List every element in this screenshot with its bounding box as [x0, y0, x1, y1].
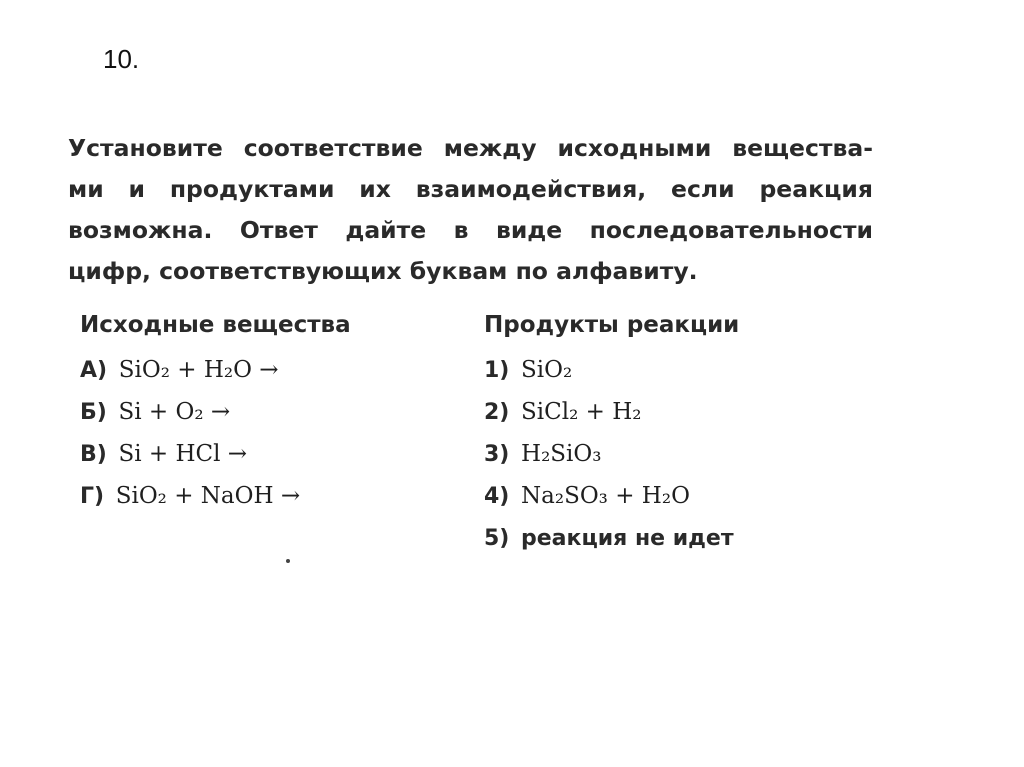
slide-number: 10. [103, 44, 140, 74]
reactant-row [80, 348, 460, 390]
product-row [484, 516, 904, 558]
reactant-label: Б) [80, 400, 107, 425]
reactant-row [80, 390, 460, 432]
product-row [484, 348, 904, 390]
task-line: ми и продуктами их взаимодействия, если реакция [68, 175, 873, 203]
task-line: возможна. Ответ дайте в виде последовательности [68, 216, 873, 244]
reactant-row [80, 474, 460, 516]
product-row [484, 432, 904, 474]
reactant-label: А) [80, 358, 108, 383]
reactant-formula: SiO₂ + H₂O → [118, 357, 279, 383]
products-header: Продукты реакции [484, 312, 740, 338]
reactant-row [80, 432, 460, 474]
product-formula: реакция не идет [521, 526, 734, 551]
reactant-formula: Si + HCl → [118, 441, 248, 467]
task-line: Установите соответствие между исходными вещества- [68, 134, 873, 162]
product-label: 1) [484, 358, 510, 383]
product-label: 3) [484, 442, 510, 467]
products-column [484, 306, 904, 558]
task-line: цифр, соответствующих буквам по алфавиту. [68, 257, 698, 285]
task-statement [68, 128, 873, 292]
reactant-label: В) [80, 442, 107, 467]
product-formula: SiO₂ [521, 357, 573, 383]
scan-speck [286, 559, 290, 563]
product-row [484, 474, 904, 516]
product-formula: Na₂SO₃ + H₂O [521, 483, 690, 509]
product-label: 5) [484, 526, 510, 551]
product-formula: H₂SiO₃ [521, 441, 602, 467]
product-label: 4) [484, 484, 510, 509]
reactants-header: Исходные вещества [80, 312, 351, 338]
reactant-formula: SiO₂ + NaOH → [115, 483, 301, 509]
reactant-formula: Si + O₂ → [118, 399, 231, 425]
product-label: 2) [484, 400, 510, 425]
product-row [484, 390, 904, 432]
reactants-column [80, 306, 460, 516]
reactant-label: Г) [80, 484, 105, 509]
product-formula: SiCl₂ + H₂ [521, 399, 642, 425]
